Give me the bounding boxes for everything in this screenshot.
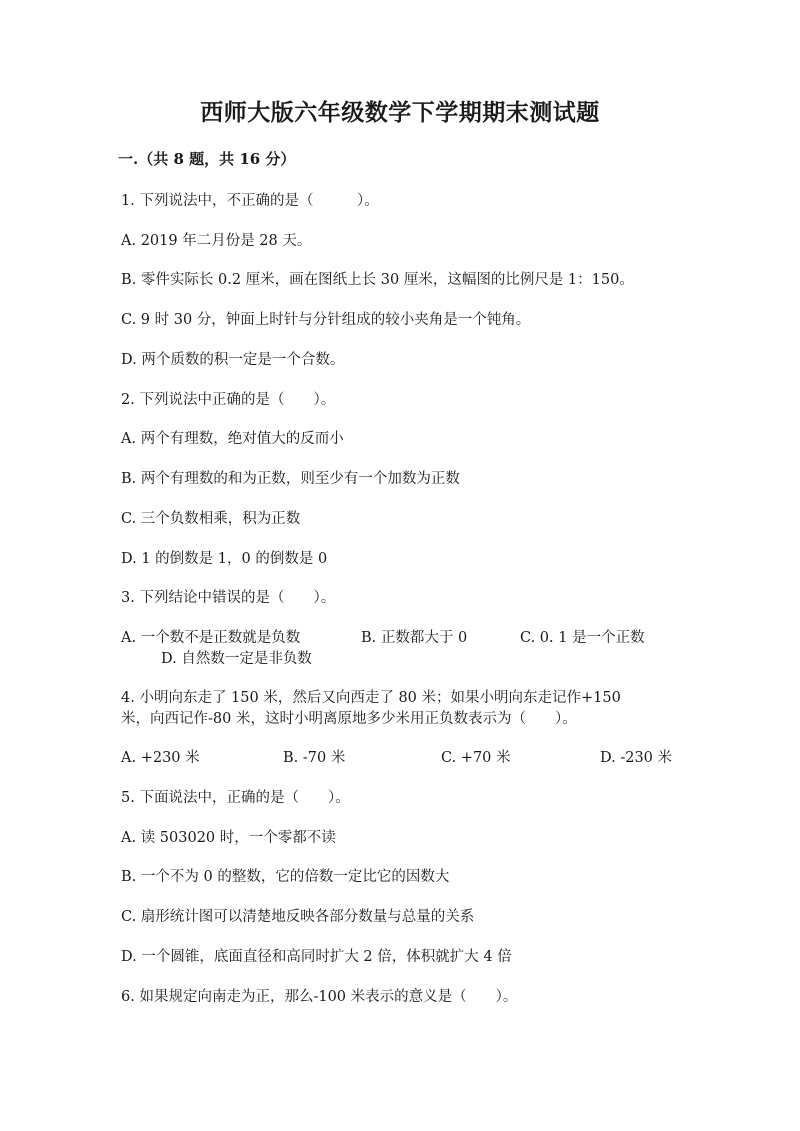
question-5-option-b: B. 一个不为 0 的整数，它的倍数一定比它的因数大 <box>121 869 450 885</box>
question-2-option-c: C. 三个负数相乘，积为正数 <box>121 511 301 527</box>
page-title: 西师大版六年级数学下学期期末测试题 <box>200 99 600 126</box>
question-4-option-a: A. +230 米 <box>121 750 200 766</box>
question-3-stem: 3. 下列结论中错误的是（ ）。 <box>121 590 336 606</box>
question-4-stem-line-1: 4. 小明向东走了 150 米，然后又向西走了 80 米；如果小明向东走记作+150 <box>121 690 621 706</box>
question-5-option-a: A. 读 503020 时，一个零都不读 <box>121 830 336 846</box>
question-2-option-d: D. 1 的倒数是 1，0 的倒数是 0 <box>121 551 328 567</box>
question-2-stem: 2. 下列说法中正确的是（ ）。 <box>121 392 336 408</box>
section-heading: 一.（共 8 题，共 16 分） <box>118 150 296 168</box>
question-3-option-c: C. 0. 1 是一个正数 <box>520 630 645 646</box>
question-2-option-b: B. 两个有理数的和为正数，则至少有一个加数为正数 <box>121 471 460 487</box>
question-5-option-d: D. 一个圆锥，底面直径和高同时扩大 2 倍，体积就扩大 4 倍 <box>121 949 512 965</box>
question-1-option-a: A. 2019 年二月份是 28 天。 <box>121 233 312 249</box>
question-2-option-a: A. 两个有理数，绝对值大的反而小 <box>121 431 344 447</box>
question-3-option-a: A. 一个数不是正数就是负数 <box>121 630 301 646</box>
question-1-stem: 1. 下列说法中，不正确的是（ ）。 <box>121 193 379 209</box>
question-4-stem-line-2: 米，向西记作-80 米，这时小明离原地多少米用正负数表示为（ ）。 <box>121 711 577 727</box>
question-4-option-b: B. -70 米 <box>283 750 346 766</box>
question-6-stem: 6. 如果规定向南走为正，那么-100 米表示的意义是（ ）。 <box>121 989 518 1005</box>
question-4-option-d: D. -230 米 <box>600 750 673 766</box>
question-3-option-b: B. 正数都大于 0 <box>361 630 468 646</box>
question-1-option-c: C. 9 时 30 分，钟面上时针与分针组成的较小夹角是一个钝角。 <box>121 312 531 328</box>
question-1-option-d: D. 两个质数的积一定是一个合数。 <box>121 352 345 368</box>
question-3-option-d: D. 自然数一定是非负数 <box>161 651 312 667</box>
question-4-option-c: C. +70 米 <box>441 750 511 766</box>
question-5-option-c: C. 扇形统计图可以清楚地反映各部分数量与总量的关系 <box>121 909 475 925</box>
question-5-stem: 5. 下面说法中，正确的是（ ）。 <box>121 790 350 806</box>
question-1-option-b: B. 零件实际长 0.2 厘米，画在图纸上长 30 厘米，这幅图的比例尺是 1：150。 <box>121 272 634 288</box>
